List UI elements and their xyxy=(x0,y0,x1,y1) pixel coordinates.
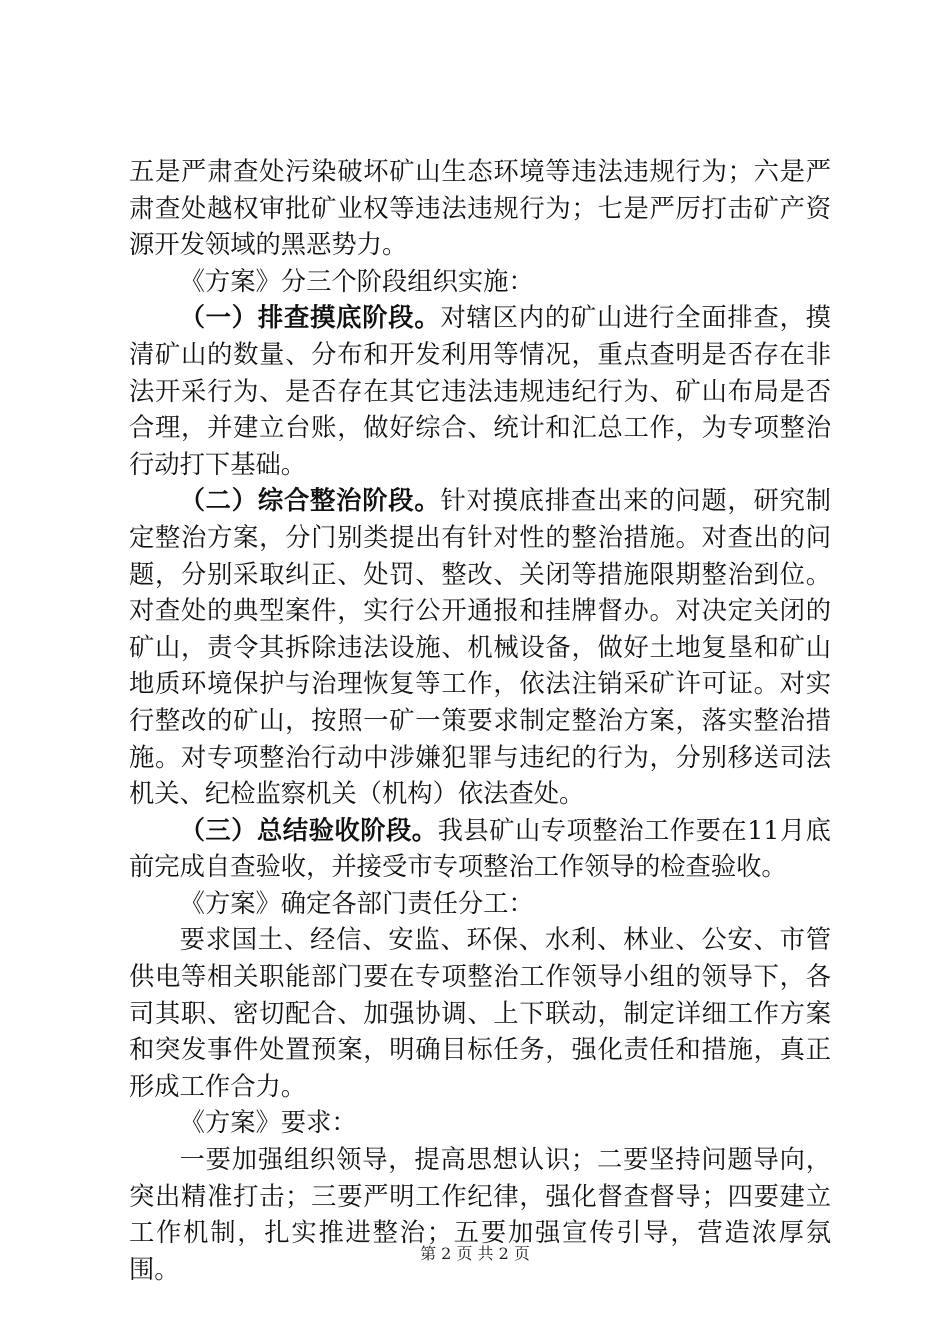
paragraph-text: 对辖区内的矿山进行全面排查，摸清矿山的数量、分布和开发利用等情况，重点查明是否存在非法开采行为、是否存在其它违法违规违纪行为、矿山布局是否合理，并建立台账，做好综合、统计和汇总工作，为专项整治行动打下基础。 xyxy=(129,303,831,479)
paragraph-text: 要求国土、经信、安监、环保、水利、林业、公安、市管供电等相关职能部门要在专项整治工作领导小组的领导下，各司其职、密切配合、加强协调、上下联动，制定详细工作方案和突发事件处置预案，明确目标任务，强化责任和措施，真正形成工作合力。 xyxy=(129,925,831,1101)
paragraph-phase-two xyxy=(129,483,831,812)
page-footer xyxy=(0,1244,950,1264)
paragraph-text: 我县矿山专项整治工作要在11月底前完成自查验收，并接受市专项整治工作领导的检查验收。 xyxy=(129,815,831,882)
paragraph-phases-intro xyxy=(129,264,831,301)
paragraph-phase-three xyxy=(129,813,831,886)
paragraph-responsibilities-intro xyxy=(129,886,831,923)
paragraph-responsibilities xyxy=(129,922,831,1105)
paragraph-text: 针对摸底排查出来的问题，研究制定整治方案，分门别类提出有针对性的整治措施。对查出的问题，分别采取纠正、处罚、整改、关闭等措施限期整治到位。对查处的典型案件，实行公开通报和挂牌督办。对决定关闭的矿山，责令其拆除违法设施、机械设备，做好土地复垦和矿山地质环境保护与治理恢复等工作，依法注销采矿许可证。对实行整改的矿山，按照一矿一策要求制定整治方案，落实整治措施。对专项整治行动中涉嫌犯罪与违纪的行为，分别移送司法机关、纪检监察机关（机构）依法查处。 xyxy=(129,486,831,809)
phase-heading: （一）排查摸底阶段。 xyxy=(179,303,441,333)
paragraph-requirements xyxy=(129,1142,831,1288)
paragraph-text: 一要加强组织领导，提高思想认识；二要坚持问题导向，突出精准打击；三要严明工作纪律，强化督查督导；四要建立工作机制，扎实推进整治；五要加强宣传引导，营造浓厚氛围。 xyxy=(129,1145,831,1284)
paragraph-text: 五是严肃查处污染破坏矿山生态环境等违法违规行为；六是严肃查处越权审批矿业权等违法违规行为；七是严厉打击矿产资源开发领域的黑恶势力。 xyxy=(129,157,831,260)
paragraph-text: 《方案》要求： xyxy=(179,1108,357,1138)
paragraph-continuation xyxy=(129,154,831,264)
document-body xyxy=(129,154,831,1288)
page-number: 第 2 页 共 2 页 xyxy=(420,1244,530,1263)
paragraph-text: 《方案》确定各部门责任分工： xyxy=(179,888,534,918)
phase-heading: （二）综合整治阶段。 xyxy=(179,486,441,516)
paragraph-phase-one xyxy=(129,300,831,483)
paragraph-text: 《方案》分三个阶段组织实施： xyxy=(179,266,534,296)
paragraph-requirements-intro xyxy=(129,1105,831,1142)
phase-heading: （三）总结验收阶段。 xyxy=(179,815,438,845)
